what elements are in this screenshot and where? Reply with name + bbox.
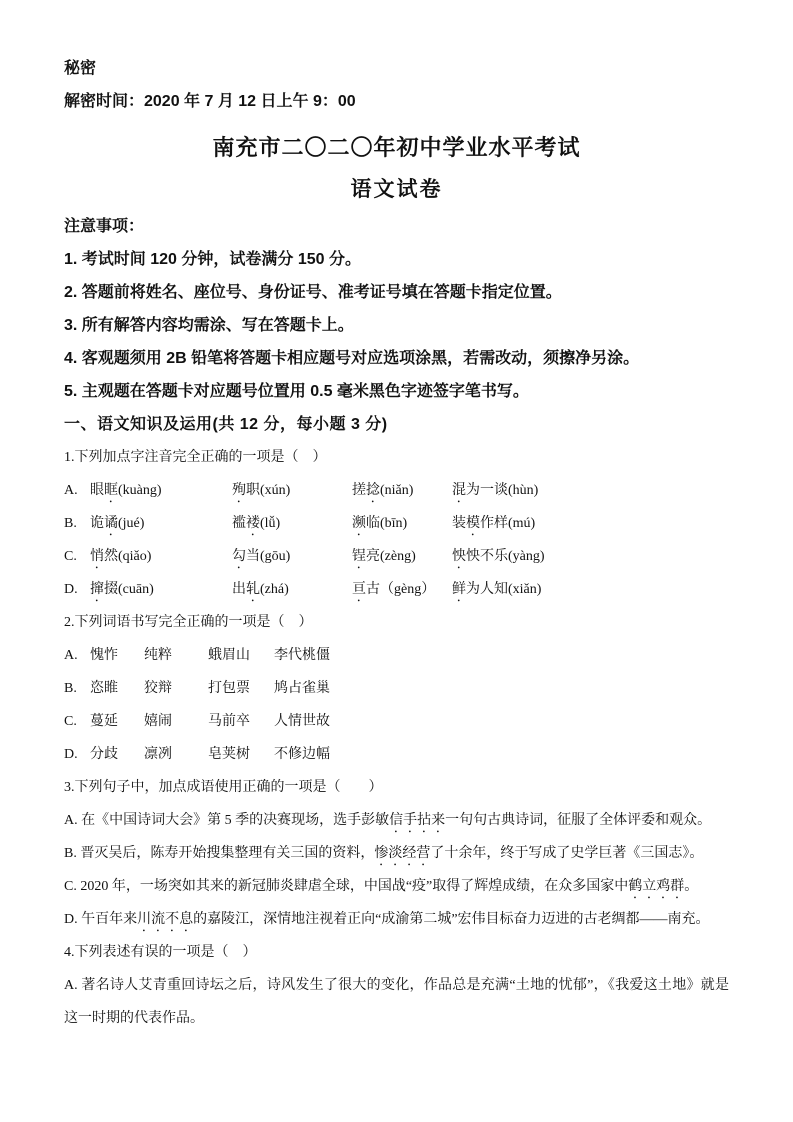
option-label: B. [64,516,77,531]
emphasized-text: 怏 [452,549,466,564]
section-1-heading: 一、语文知识及运用(共 12 分，每小题 3 分) [64,416,388,433]
pinyin-item [452,540,729,573]
notice-item-1: 1. 考试时间 120 分钟，试卷满分 150 分。 [64,251,361,268]
word-item: 恣睢 [90,681,118,696]
pinyin-item [90,507,232,540]
plain-text: 职(xún) [246,483,291,498]
option-label: C. [64,549,77,564]
pinyin-item [452,474,729,507]
question-2-option-c [64,705,729,738]
word-item: 鸠占雀巢 [274,681,330,696]
option-label: B. [64,681,77,696]
emphasized-text: 眶 [104,483,118,498]
option-label: D. [64,747,78,762]
question-2-option-a [64,639,729,672]
pinyin-item [352,540,452,573]
pinyin-item [90,474,232,507]
pinyin-item [232,474,352,507]
plain-text: (niǎn) [380,483,414,498]
word-item: 马前卒 [208,714,250,729]
question-1-option-d [64,573,729,606]
option-label: D. [64,582,78,597]
word-item: 凛冽 [144,747,172,762]
pinyin-item [452,573,729,606]
notice-item-4: 4. 客观题须用 2B 铅笔将答题卡相应题号对应选项涂黑，若需改动，须擦净另涂。 [64,350,640,367]
plain-text: 诡 [90,516,104,531]
notice-item-3: 3. 所有解答内容均需涂、写在答题卡上。 [64,317,354,334]
emphasized-text: 轧 [246,582,260,597]
plain-text: (zhá) [260,582,289,597]
emphasized-text: 褛 [246,516,260,531]
plain-text: 怏不乐(yàng) [466,549,545,564]
plain-text: 临(bīn) [366,516,408,531]
plain-text: 为一谈(hùn) [466,483,539,498]
emphasized-text: 殉 [232,483,246,498]
emphasized-text: 谲 [104,516,118,531]
emphasized-text: 鹤立鸡群 [628,879,685,894]
plain-text: (jué) [118,516,145,531]
word-item: 蔓延 [90,714,118,729]
plain-text: 眼 [90,483,104,498]
emphasized-text: 撺 [90,582,104,597]
emphasized-text: 信手拈来 [389,813,446,828]
emphasized-text: 勾 [232,549,246,564]
pinyin-item [90,573,232,606]
plain-text: B. 晋灭吴后，陈寿开始搜集整理有关三国的资料， [64,846,375,861]
pinyin-item [352,507,452,540]
question-2-stem: 2.下列词语书写完全正确的一项是（ ） [64,615,313,630]
emphasized-text: 模 [466,516,480,531]
question-3-stem: 3.下列句子中，加点成语使用正确的一项是（ ） [64,780,383,795]
decrypt-time: 解密时间：2020 年 7 月 12 日上午 9：00 [64,93,356,110]
emphasized-text: 鲜 [452,582,466,597]
word-item: 分歧 [90,747,118,762]
plain-text: 装 [452,516,466,531]
word-item: 李代桃僵 [274,648,330,663]
question-3-option-b [64,837,729,870]
exam-title: 南充市二〇二〇年初中学业水平考试 [212,135,581,160]
secrecy-label: 秘密 [64,60,97,77]
plain-text: A. 在《中国诗词大会》第 5 季的决赛现场，选手彭敏 [64,813,390,828]
pinyin-item [232,573,352,606]
question-2-option-b [64,672,729,705]
emphasized-text: 惨淡经营 [374,846,431,861]
plain-text: (kuàng) [118,483,162,498]
paper-subtitle: 语文试卷 [350,178,443,201]
word-item: 不修边幅 [274,747,330,762]
plain-text: 然(qiǎo) [104,549,152,564]
question-3-option-d [64,903,729,936]
plain-text: 的嘉陵江，深情地注视着正向“成渝第二城”宏伟目标奋力迈进的古老绸都——南充。 [193,912,710,927]
emphasized-text: 濒 [352,516,366,531]
word-item: 狡辩 [144,681,172,696]
pinyin-item [232,540,352,573]
word-item: 纯粹 [144,648,172,663]
pinyin-item [452,507,729,540]
pinyin-item [90,540,232,573]
question-3-option-c [64,870,729,903]
question-4-stem: 4.下列表述有误的一项是（ ） [64,945,257,960]
emphasized-text: 锃 [352,549,366,564]
notice-item-5: 5. 主观题在答题卡对应题号位置用 0.5 毫米黑色字迹签字笔书写。 [64,383,529,400]
plain-text: 掇(cuān) [104,582,154,597]
question-1-option-b [64,507,729,540]
notice-item-2: 2. 答题前将姓名、座位号、身份证号、准考证号填在答题卡指定位置。 [64,284,562,301]
option-label: A. [64,648,78,663]
plain-text: C. 2020 年，一场突如其来的新冠肺炎肆虐全球，中国战“疫”取得了辉煌成绩，在众多国家中 [64,879,629,894]
emphasized-text: 捻 [366,483,380,498]
plain-text: 作样(mú) [480,516,536,531]
plain-text: D. 午百年来 [64,912,138,927]
plain-text: 。 [684,879,699,894]
plain-text: 出 [232,582,246,597]
plain-text: 搓 [352,483,366,498]
plain-text: 古（gèng） [366,582,436,597]
option-label: C. [64,714,77,729]
word-item: 愧怍 [90,648,118,663]
question-3-option-a [64,804,729,837]
emphasized-text: 川流不息 [137,912,194,927]
question-4-option-a: A. 著名诗人艾青重回诗坛之后，诗风发生了很大的变化，作品总是充满“土地的忧郁”，《我爱这土地》就是这一时期的代表作品。 [64,978,729,1026]
plain-text: 褴 [232,516,246,531]
plain-text: 为人知(xiǎn) [466,582,542,597]
question-1-option-c [64,540,729,573]
plain-text: (lǚ) [260,516,281,531]
question-1-stem: 1.下列加点字注音完全正确的一项是（ ） [64,450,327,465]
emphasized-text: 悄 [90,549,104,564]
plain-text: 一句句古典诗词，征服了全体评委和观众。 [445,813,712,828]
question-2-option-d [64,738,729,771]
pinyin-item [352,573,452,606]
question-1-option-a [64,474,729,507]
notice-heading: 注意事项： [64,218,145,235]
plain-text: 亮(zèng) [366,549,416,564]
plain-text: 了十余年，终于写成了史学巨著《三国志》。 [430,846,704,861]
pinyin-item [352,474,452,507]
word-item: 打包票 [208,681,250,696]
word-item: 嬉闹 [144,714,172,729]
emphasized-text: 混 [452,483,466,498]
plain-text: 当(gōu) [246,549,291,564]
pinyin-item [232,507,352,540]
word-item: 人情世故 [274,714,330,729]
option-label: A. [64,483,78,498]
emphasized-text: 亘 [352,582,366,597]
word-item: 蛾眉山 [208,648,250,663]
word-item: 皂荚树 [208,747,250,762]
